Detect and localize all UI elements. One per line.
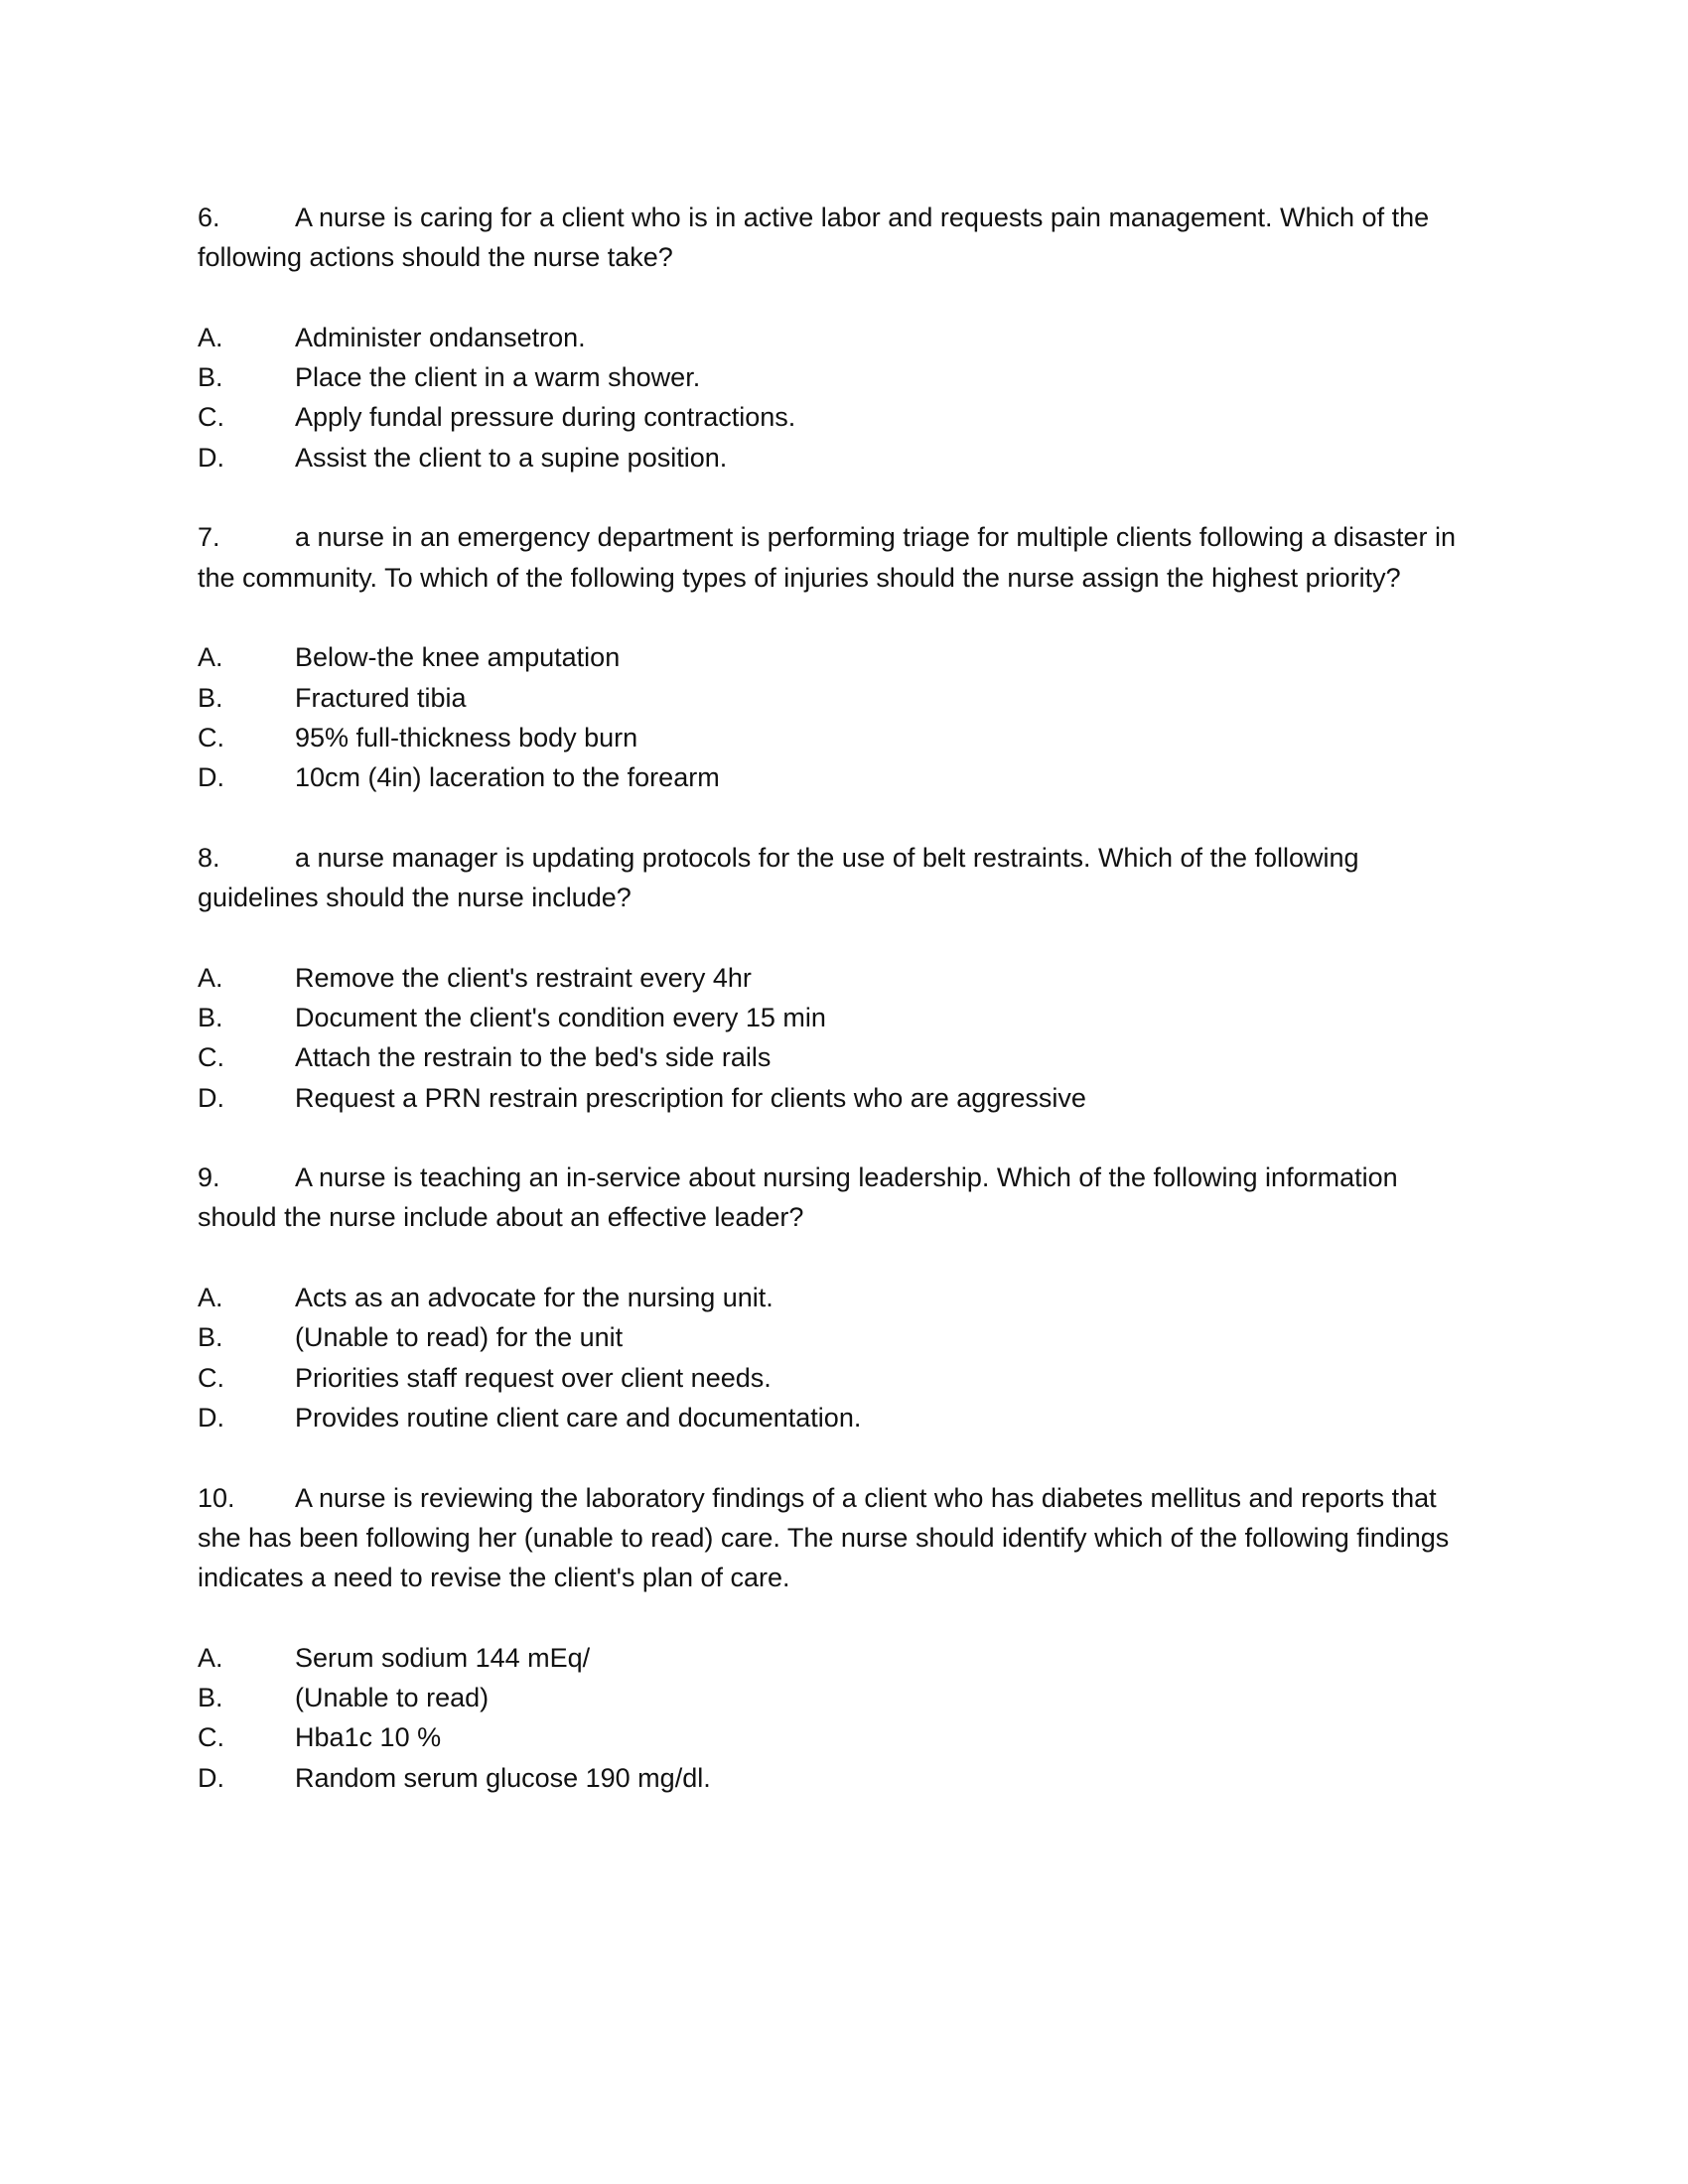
answer-option [198, 1758, 1478, 1798]
option-list [198, 958, 1478, 1118]
option-text: Document the client's condition every 15 min [295, 1002, 826, 1032]
option-letter: C. [198, 1042, 224, 1073]
answer-option [198, 1278, 1478, 1317]
answer-option [198, 397, 1478, 437]
question [198, 517, 1478, 797]
option-letter: B. [198, 1322, 223, 1353]
option-list [198, 637, 1478, 797]
option-text: Attach the restrain to the bed's side rails [295, 1042, 772, 1073]
answer-option [198, 637, 1478, 677]
option-letter: C. [198, 402, 224, 433]
option-text: Priorities staff request over client needs. [295, 1362, 772, 1393]
option-letter: D. [198, 1082, 224, 1113]
answer-option [198, 1037, 1478, 1077]
option-text: Acts as an advocate for the nursing unit. [295, 1283, 774, 1313]
question-number: 7. [198, 522, 220, 553]
answer-option [198, 678, 1478, 718]
question-number: 6. [198, 203, 220, 232]
option-text: (Unable to read) for the unit [295, 1322, 624, 1353]
question-text: A nurse is reviewing the laboratory findings of a client who has diabetes mellitus and reports that she has been following her (unable to read) care. The nurse should identify which of the following findings indicates a need to revise the client's plan of care. [198, 1482, 1450, 1593]
option-text: Place the client in a warm shower. [295, 362, 701, 393]
option-letter: A. [198, 642, 223, 673]
option-letter: A. [198, 962, 223, 993]
option-text: Assist the client to a supine position. [295, 442, 728, 473]
question-stem [198, 1478, 1478, 1598]
option-letter: C. [198, 1362, 224, 1393]
option-letter: A. [198, 1283, 223, 1313]
option-text: Request a PRN restrain prescription for clients who are aggressive [295, 1082, 1086, 1113]
option-text: Random serum glucose 190 mg/dl. [295, 1762, 711, 1793]
option-text: Hba1c 10 % [295, 1722, 442, 1753]
question-text: A nurse is caring for a client who is in active labor and requests pain management. Which of the following actions should the nurse take? [198, 203, 1430, 273]
answer-option [198, 438, 1478, 478]
question [198, 1478, 1478, 1798]
answer-option [198, 1398, 1478, 1437]
option-letter: D. [198, 1762, 224, 1793]
answer-option [198, 1078, 1478, 1118]
option-letter: D. [198, 1402, 224, 1433]
question-number: 8. [198, 842, 220, 873]
option-letter: B. [198, 362, 223, 393]
option-letter: D. [198, 762, 224, 793]
question-stem [198, 198, 1478, 278]
option-letter: A. [198, 1642, 223, 1673]
option-text: 10cm (4in) laceration to the forearm [295, 762, 720, 793]
option-text: Below-the knee amputation [295, 642, 621, 673]
answer-option [198, 998, 1478, 1037]
document-page [198, 198, 1478, 1838]
option-text: 95% full-thickness body burn [295, 722, 638, 752]
question-text: a nurse in an emergency department is performing triage for multiple clients following a disaster in the community. To which of the following types of injuries should the nurse assign the highest priority? [198, 522, 1457, 593]
answer-option [198, 958, 1478, 998]
question-number: 10. [198, 1482, 235, 1513]
answer-option [198, 1317, 1478, 1357]
answer-option [198, 1717, 1478, 1757]
answer-option [198, 718, 1478, 757]
option-text: Provides routine client care and documentation. [295, 1402, 862, 1433]
option-letter: D. [198, 442, 224, 473]
question [198, 1158, 1478, 1437]
question [198, 838, 1478, 1118]
option-letter: A. [198, 322, 223, 352]
question-text: a nurse manager is updating protocols for the use of belt restraints. Which of the following guidelines should the nurse include? [198, 842, 1359, 913]
question-stem [198, 517, 1478, 598]
option-list [198, 318, 1478, 478]
option-list [198, 1278, 1478, 1437]
answer-option [198, 1678, 1478, 1717]
option-text: Fractured tibia [295, 682, 467, 713]
question-number: 9. [198, 1162, 220, 1193]
option-text: Remove the client's restraint every 4hr [295, 962, 752, 993]
option-list [198, 1638, 1478, 1798]
option-letter: B. [198, 1682, 223, 1712]
question-stem [198, 838, 1478, 918]
option-text: Apply fundal pressure during contractions. [295, 402, 796, 433]
option-text: Serum sodium 144 mEq/ [295, 1642, 591, 1673]
answer-option [198, 357, 1478, 397]
option-text: (Unable to read) [295, 1682, 490, 1712]
answer-option [198, 318, 1478, 357]
option-letter: C. [198, 1722, 224, 1753]
option-letter: B. [198, 1002, 223, 1032]
answer-option [198, 757, 1478, 797]
question [198, 198, 1478, 478]
question-stem [198, 1158, 1478, 1238]
option-text: Administer ondansetron. [295, 322, 586, 352]
answer-option [198, 1358, 1478, 1398]
option-letter: C. [198, 722, 224, 752]
answer-option [198, 1638, 1478, 1678]
question-text: A nurse is teaching an in-service about nursing leadership. Which of the following information should the nurse include about an effective leader? [198, 1162, 1398, 1233]
option-letter: B. [198, 682, 223, 713]
